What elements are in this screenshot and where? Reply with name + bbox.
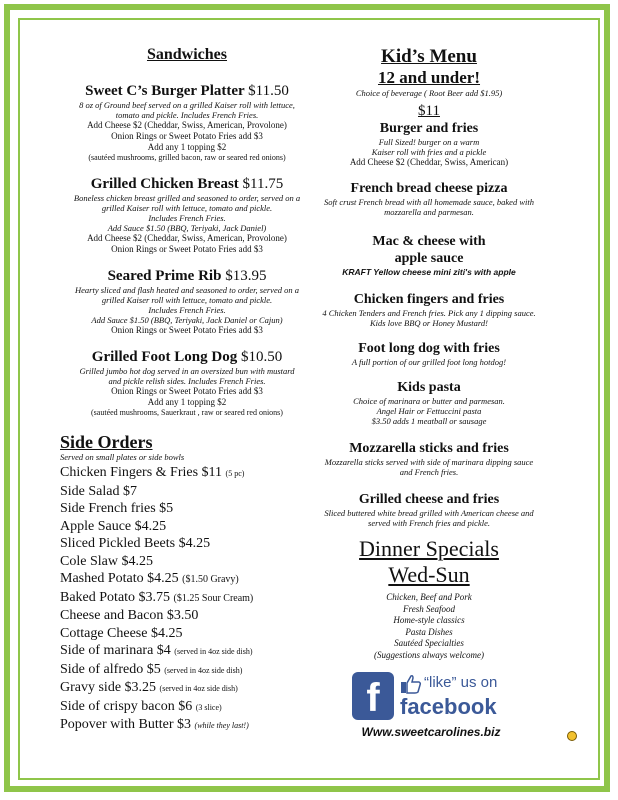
list-item: Fresh Seafood [403,603,455,614]
side-item-text: Cole Slaw $4.25 [60,553,153,569]
kids-item-name: Foot long dog with fries [358,341,500,356]
item-desc-line: tomato and pickle. Includes French Fries. [115,110,259,120]
side-item-note: (served in 4oz side dish) [159,684,238,693]
side-item-text: Side of alfredo $5 [60,661,161,677]
item-option-line: Onion Rings or Sweet Potato Fries add $3 [111,131,263,141]
list-item [60,553,314,571]
item-desc-line: Add Sauce $1.50 (BBQ, Teriyaki, Jack Daniel or Cajun) [91,315,283,325]
item-desc-line: Includes French Fries. [148,305,226,315]
website-link[interactable]: Www.sweetcarolines.biz [361,725,501,739]
kids-item-grilled-cheese [312,491,546,528]
kids-item-desc: Angel Hair or Fettuccini pasta [376,406,482,416]
list-item: (Suggestions always welcome) [374,649,484,660]
list-item [60,698,314,717]
side-item-text: Mashed Potato $4.25 [60,571,179,586]
kids-item-desc: Full Sized! burger on a warm [378,137,480,147]
kids-menu-subtitle: 12 and under! [377,68,481,87]
item-option-line: Add any 1 topping $2 [147,142,227,152]
kids-item-name: Mozzarella sticks and fries [349,441,509,456]
left-column [60,46,314,735]
side-item-text: Popover with Butter $3 [60,717,192,732]
kids-item-desc: and French fries. [399,467,459,477]
side-item-note: (served in 4oz side dish) [174,647,253,656]
list-item [60,661,314,680]
menu-item-foot-long-dog [60,348,314,418]
item-desc-line: Hearty sliced and flash heated and seasoned to order, served on a [75,285,299,295]
side-item-text: Cottage Cheese $4.25 [60,625,183,641]
kids-item-desc: Choice of marinara or butter and parmesan. [353,396,505,406]
item-option-line: Add Cheese $2 (Cheddar, Swiss, American, Provolone) [87,120,287,130]
facebook-logo-icon: f [352,672,394,720]
list-item [60,642,314,661]
side-item-note: ($1.25 Sour Cream) [173,592,254,604]
facebook-like-badge[interactable] [352,672,504,722]
list-item [60,607,314,625]
list-item [60,716,314,735]
kids-item-name: Burger and fries [379,121,479,136]
kids-item-pasta [312,379,546,426]
list-item: Home-style classics [393,615,465,625]
dinner-specials-title: Dinner Specials [359,536,499,561]
facebook-wordmark: facebook [400,694,497,719]
kids-menu-title: Kid’s Menu [381,46,477,67]
kids-item-name: Chicken fingers and fries [353,292,505,307]
item-desc-line: grilled Kaiser roll with lettuce, tomato and pickle. [101,295,273,305]
side-item-text: Side of marinara $4 [60,643,171,658]
item-option-line: Onion Rings or Sweet Potato Fries add $3 [111,244,263,254]
kids-item-name: Mac & cheese with apple sauce [372,234,486,266]
item-price: $10.50 [240,349,283,365]
side-item-text: Cheese and Bacon $3.50 [60,608,199,623]
smiley-icon [567,731,577,741]
facebook-like-text: “like” us on [424,674,498,691]
kids-item-desc: mozzarella and parmesan. [384,207,474,217]
kids-item-mac-cheese [312,233,546,277]
list-item [60,535,314,553]
kids-beverage-note: Choice of beverage ( Root Beer add $1.95) [355,88,503,98]
kids-item-desc: 4 Chicken Tenders and French fries. Pick any 1 dipping sauce. [322,308,536,318]
side-item-text: Baked Potato $3.75 [60,589,171,605]
kids-item-burger [312,120,546,168]
kids-item-desc: served with French fries and pickle. [368,518,490,528]
right-column [312,46,546,661]
item-toppings-note: (sautéed mushrooms, grilled bacon, raw or seared red onions) [88,153,286,162]
list-item: Pasta Dishes [405,626,453,637]
list-item [60,518,314,536]
item-price: $11.50 [248,83,289,99]
side-item-note: (3 slice) [195,702,222,712]
side-item-text: Side Salad $7 [60,483,137,499]
kids-item-desc: Kaiser roll with fries and a pickle [371,147,487,157]
list-item [60,464,314,483]
side-item-text: Sliced Pickled Beets $4.25 [60,536,211,551]
kids-item-pizza [312,180,546,217]
side-item-text: Chicken Fingers & Fries $11 [60,465,223,480]
sandwiches-title: Sandwiches [146,46,228,63]
list-item [60,625,314,643]
kids-item-desc: Sliced buttered white bread grilled with American cheese and [324,508,534,518]
list-item [60,500,314,518]
item-desc-line: and pickle relish sides. Includes French Fries. [108,376,266,386]
item-option-line: Onion Rings or Sweet Potato Fries add $3 [111,325,263,335]
dinner-specials-list [312,592,546,661]
item-toppings-note: (sautéed mushrooms, Sauerkraut , raw or seared red onions) [91,408,283,417]
thumbs-up-icon [400,674,422,694]
menu-item-burger-platter [60,82,314,163]
side-item-text: Side French fries $5 [60,501,174,516]
list-item: Sautéed Specialties [394,638,464,648]
item-name: Grilled Chicken Breast [90,176,239,192]
kids-item-mozzarella [312,440,546,477]
side-item-text: Gravy side $3.25 [60,680,157,695]
kids-item-name: Kids pasta [397,380,461,395]
side-orders-title: Side Orders [60,432,153,452]
menu-item-grilled-chicken [60,175,314,255]
kids-item-desc: Mozzarella sticks served with side of marinara dipping sauce [324,457,534,467]
kids-item-desc: Soft crust French bread with all homemade sauce, baked with [324,197,534,207]
kids-item-desc: $3.50 adds 1 meatball or sausage [371,416,487,426]
kids-item-desc: Kids love BBQ or Honey Mustard! [370,318,488,328]
list-item [60,570,314,589]
kids-item-foot-long [312,340,546,367]
item-desc-line: grilled Kaiser roll with lettuce, tomato and pickle. [101,203,273,213]
item-option-line: Add Cheese $2 (Cheddar, Swiss, American, Provolone) [87,233,287,243]
item-desc-line: Grilled jumbo hot dog served in an oversized bun with mustard [79,366,295,376]
side-item-text: Apple Sauce $4.25 [60,518,167,534]
side-item-note: (5 pc) [225,469,245,478]
item-option-line: Onion Rings or Sweet Potato Fries add $3 [111,386,263,396]
dinner-specials-days: Wed-Sun [388,562,470,587]
side-item-text: Side of crispy bacon $6 [60,698,193,714]
list-item [60,483,314,501]
side-orders-note: Served on small plates or side bowls [60,452,185,462]
item-desc-line: Includes French Fries. [148,213,226,223]
list-item: Chicken, Beef and Pork [386,592,472,602]
item-name: Grilled Foot Long Dog [91,349,238,365]
item-desc-line: 8 oz of Ground beef served on a grilled Kaiser roll with lettuce, [79,100,295,110]
list-item [60,589,314,608]
kids-item-name: French bread cheese pizza [350,181,508,196]
item-name: Sweet C’s Burger Platter [85,83,245,99]
item-price: $13.95 [225,268,267,284]
kids-item-desc: A full portion of our grilled foot long hotdog! [351,357,507,367]
side-item-note: (served in 4oz side dish) [164,665,243,675]
kids-item-chicken-fingers [312,291,546,328]
side-orders-list [60,464,314,735]
menu-item-prime-rib [60,267,314,336]
list-item [60,679,314,698]
kids-menu-price: $11 [418,103,440,119]
item-name: Seared Prime Rib [107,268,222,284]
side-item-note: (while they last!) [194,721,249,730]
item-desc-line: Boneless chicken breast grilled and seasoned to order, served on a [73,193,301,203]
item-option-line: Add any 1 topping $2 [147,397,227,407]
item-price: $11.75 [242,176,284,192]
kids-item-special-note: KRAFT Yellow cheese mini ziti's with apple [342,267,516,277]
kids-item-option: Add Cheese $2 (Cheddar, Swiss, American) [349,157,509,167]
item-desc-line: Add Sauce $1.50 (BBQ, Teriyaki, Jack Daniel) [107,223,267,233]
side-item-note: ($1.50 Gravy) [182,574,239,585]
kids-item-name: Grilled cheese and fries [358,492,500,507]
